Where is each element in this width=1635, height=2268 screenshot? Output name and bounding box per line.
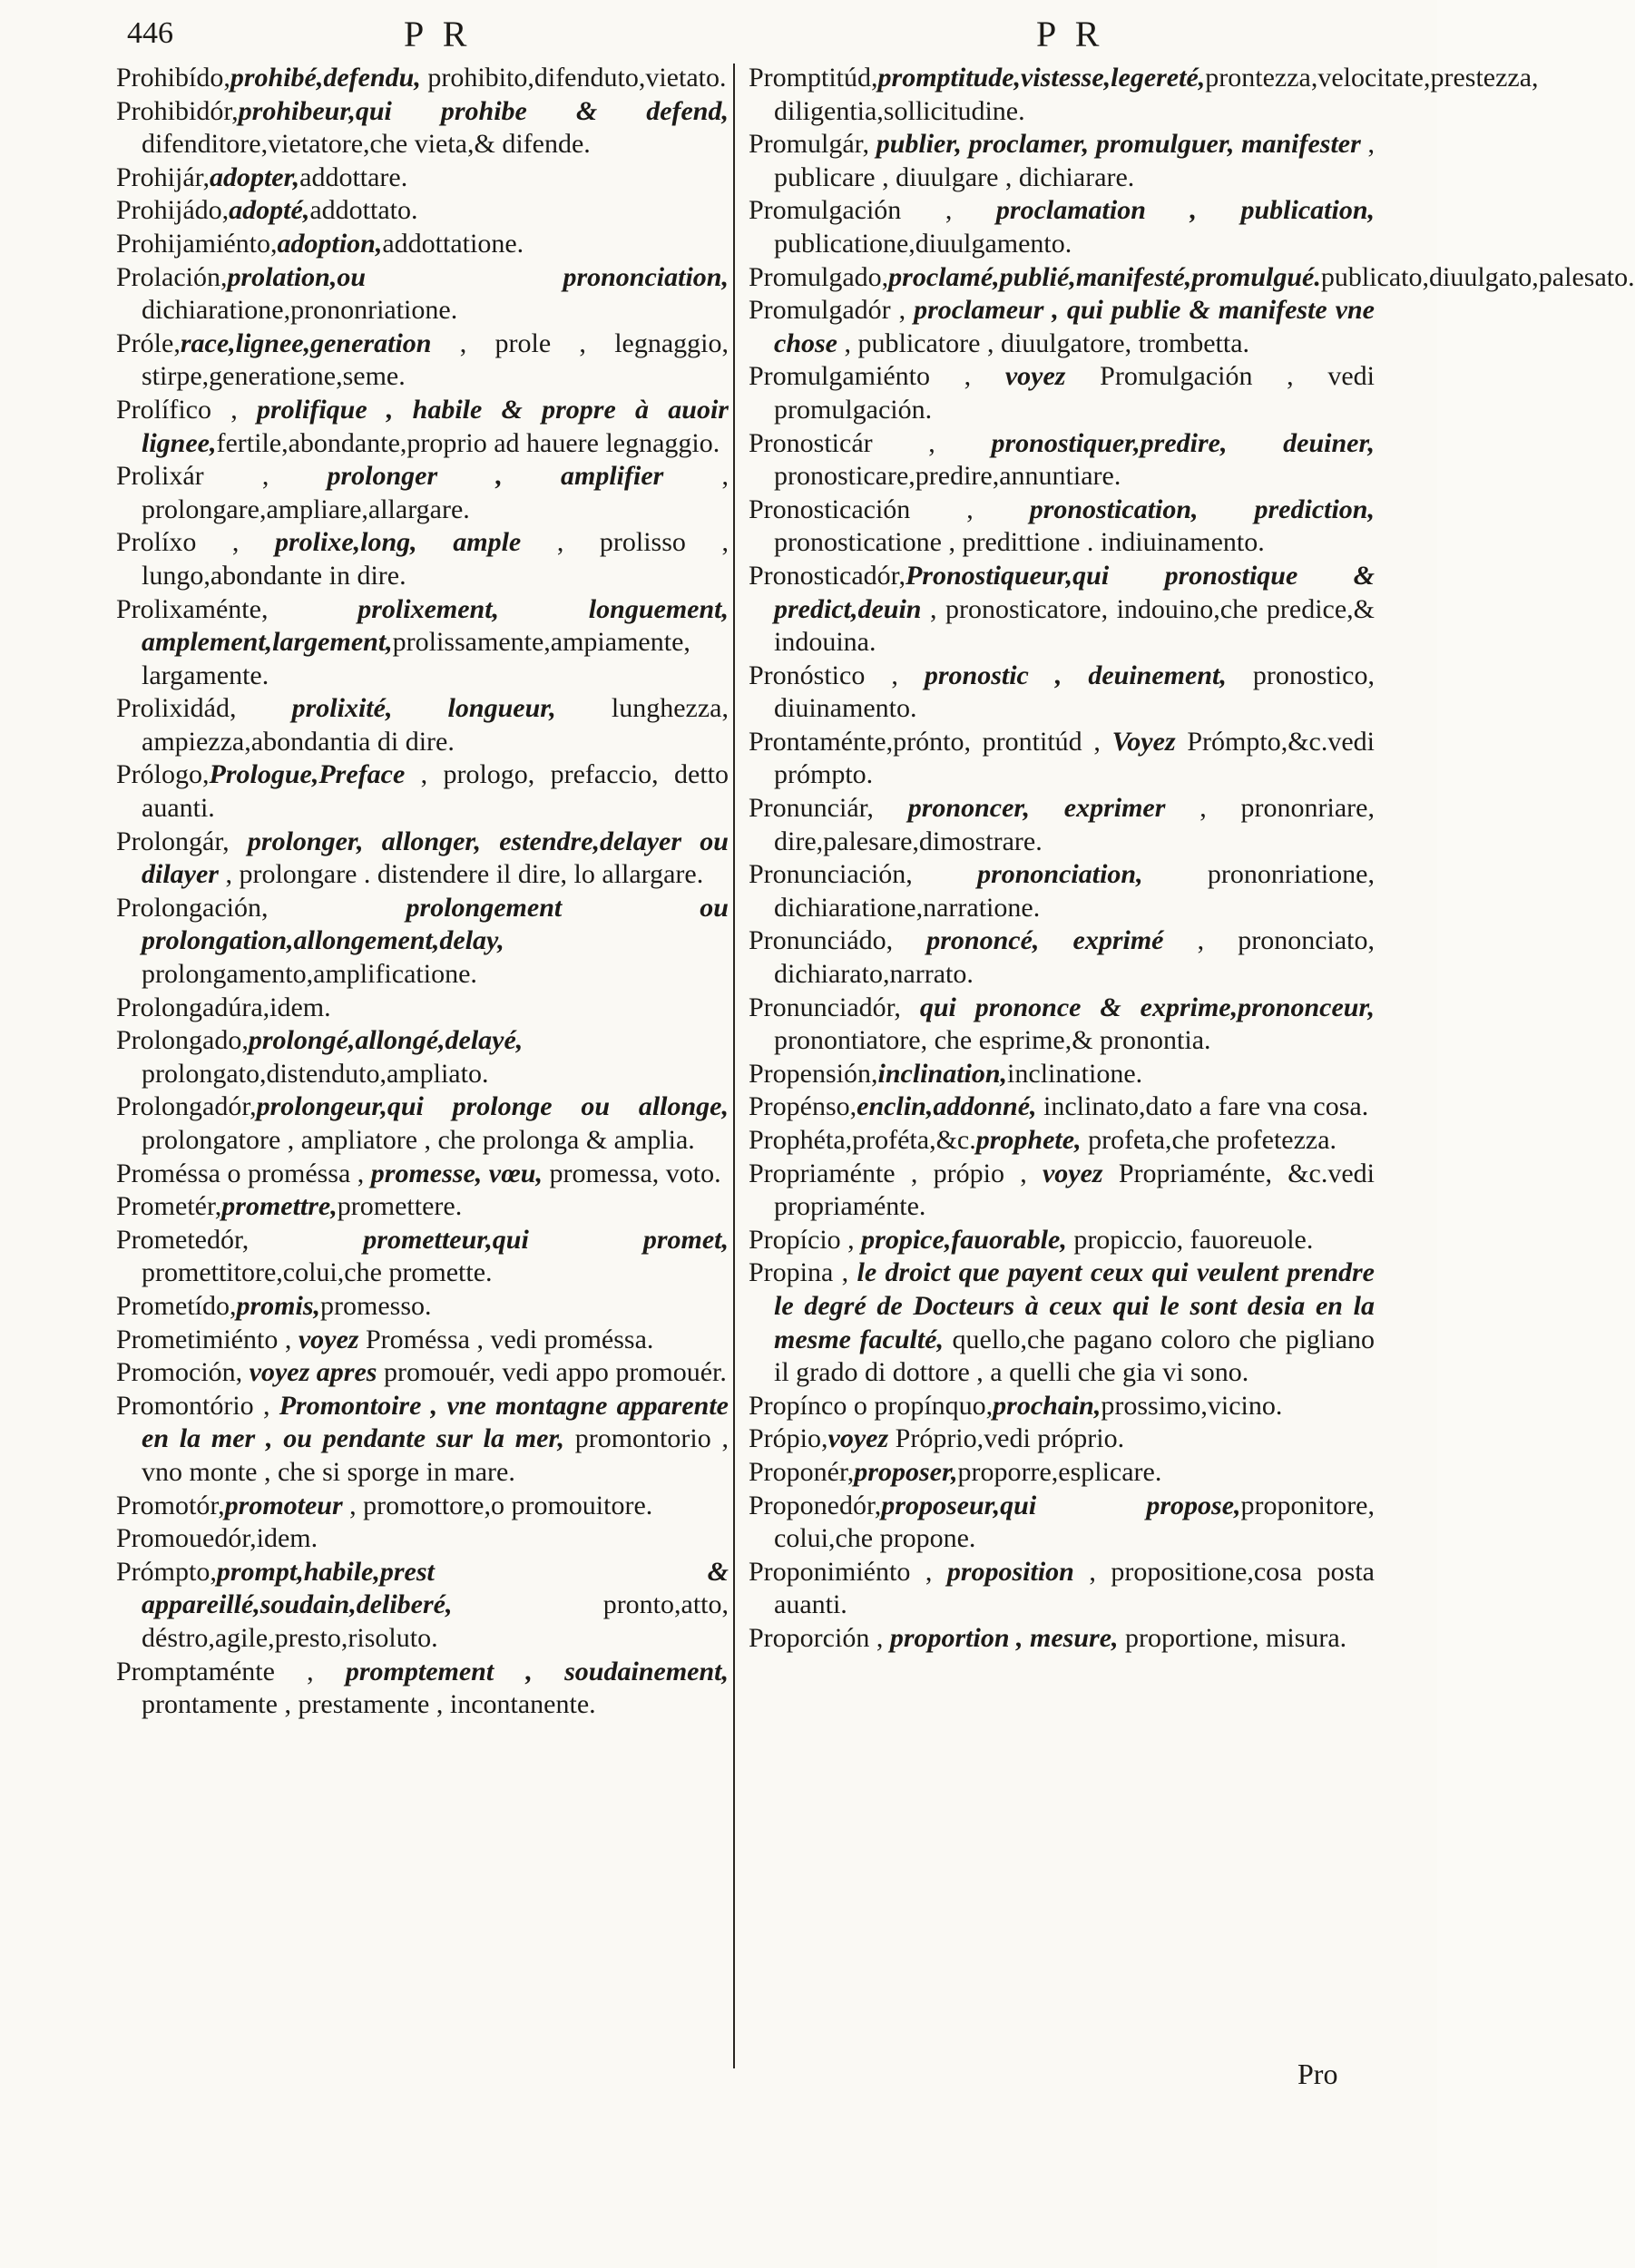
column-divider (733, 64, 735, 2068)
dictionary-entry (116, 327, 729, 394)
entry-headword: Pronunciadór, (749, 992, 920, 1022)
dictionary-entry (749, 261, 1635, 295)
entry-headword: Prohijamiénto, (116, 228, 278, 259)
entry-headword: Proponedór, (749, 1490, 882, 1520)
entry-headword: Pronunciación, (749, 859, 978, 890)
entry-italian: prontezza,velocitate,prestezza, diligentia,sollicitudine. (774, 63, 1539, 126)
dictionary-entry (749, 427, 1375, 494)
entry-headword: Próle, (116, 327, 181, 358)
dictionary-entry (749, 1158, 1375, 1224)
entry-italian: , prologo, prefaccio, detto auanti. (142, 759, 729, 824)
entry-headword: Prolífico , (116, 394, 257, 425)
entry-french: promis, (236, 1290, 321, 1321)
dictionary-entry (749, 726, 1375, 792)
entry-headword: Proponér, (749, 1456, 855, 1487)
left-running-head: P R (404, 14, 473, 54)
entry-italian: proponitore, colui,che propone. (774, 1490, 1375, 1554)
entry-italian: publicato,diuulgato,palesato. (1320, 261, 1635, 292)
entry-italian: promontorio , vno monte , che si sporge in mare. (142, 1423, 729, 1487)
entry-french: le droict que payent ceux qui veulent prendre le degré de Docteurs à ceux qui le sont desia en la mesme faculté, (774, 1257, 1375, 1354)
entry-french: prohibeur,qui prohibe & defend, (238, 95, 729, 126)
entry-french: Voyez (1111, 726, 1176, 757)
dictionary-entry (116, 1556, 729, 1656)
entry-french: Promontoire , vne montagne apparente en la mer , ou pendante sur la mer, (142, 1390, 729, 1454)
entry-french: prohibé,defendu, (230, 63, 421, 93)
entry-french: prolifique , habile & propre à auoir lignee, (142, 394, 729, 458)
entry-italian: promouér, vedi appo promouér. (377, 1357, 727, 1388)
dictionary-entry (749, 924, 1375, 991)
page-header (0, 7, 1437, 62)
entry-french: prolation,ou prononciation, (227, 261, 729, 292)
entry-french: voyez (1004, 361, 1066, 392)
entry-italian: , publicare , diuulgare , dichiarare. (774, 129, 1375, 192)
entry-headword: Promulgado, (749, 261, 889, 292)
entry-headword: Pronunciár, (749, 793, 908, 824)
dictionary-entry (749, 128, 1375, 194)
entry-headword: Pronosticadór, (749, 560, 906, 591)
entry-french: prometteur,qui promet, (363, 1224, 729, 1255)
dictionary-entry (116, 1324, 729, 1357)
entry-headword: Prohijár, (116, 161, 210, 192)
dictionary-entry (116, 1522, 729, 1556)
dictionary-entry (116, 1290, 729, 1324)
entry-french: pronostic , deuinement, (924, 660, 1227, 690)
entry-french: promesse, vœu, (370, 1158, 543, 1188)
entry-headword: Promulgación , (749, 195, 996, 226)
dictionary-entry (116, 261, 729, 327)
entry-french: voyez (1042, 1158, 1103, 1188)
entry-french: promoteur (224, 1490, 343, 1520)
dictionary-entry (749, 360, 1375, 426)
entry-headword: Propínco o propínquo, (749, 1390, 994, 1421)
entry-french: publier, proclamer, promulguer, manifester (876, 129, 1361, 160)
entry-french: prolixe,long, ample (275, 527, 522, 558)
entry-french: proportion , mesure, (889, 1622, 1119, 1653)
dictionary-entry (116, 95, 729, 161)
entry-headword: Prohibído, (116, 63, 230, 93)
dictionary-entry (749, 660, 1375, 726)
catchword: Pro (1297, 2058, 1338, 2090)
dictionary-entry (116, 1390, 729, 1490)
dictionary-entry (116, 394, 729, 460)
entry-headword: Promulgamiénto , (749, 361, 1005, 392)
dictionary-entry (116, 826, 729, 892)
entry-italian: pronontiatore, che esprime,& pronontia. (774, 1025, 1211, 1056)
entry-french: adopté, (229, 195, 310, 226)
dictionary-entry (116, 593, 729, 693)
entry-headword: Prolongadór, (116, 1091, 257, 1122)
entry-french: promptement , soudainement, (345, 1656, 729, 1686)
dictionary-entry (116, 1158, 729, 1191)
entry-italian: promettitore,colui,che promette. (142, 1257, 493, 1288)
entry-italian: , publicatore , diuulgatore, trombetta. (837, 327, 1250, 358)
entry-italian: pronostico, diuinamento. (774, 660, 1375, 724)
dictionary-entry (116, 228, 729, 261)
entry-headword: Prolongación, (116, 892, 406, 923)
dictionary-entry (749, 992, 1375, 1058)
right-running-head: P R (1036, 14, 1105, 54)
entry-italian: prolissamente,ampiamente, largamente. (142, 627, 690, 690)
entry-italian: Propriaménte, &c.vedi propriaménte. (774, 1158, 1375, 1222)
entry-headword: Promoción, (116, 1357, 250, 1388)
dictionary-entry (116, 1224, 729, 1290)
dictionary-entry (749, 194, 1375, 260)
dictionary-entry (116, 1190, 729, 1224)
dictionary-entry (116, 892, 729, 992)
entry-french: proclameur , qui publie & manifeste vne chose (774, 295, 1375, 358)
entry-headword: Prolongár, (116, 826, 248, 856)
entry-french: proposer, (854, 1456, 958, 1487)
dictionary-entry (749, 1490, 1375, 1556)
entry-italian: Próprio,vedi próprio. (888, 1423, 1125, 1454)
entry-headword: Propício , (749, 1224, 862, 1255)
entry-italian: , prolongare . distendere il dire, lo allargare. (218, 859, 704, 890)
entry-headword: Prolixár , (116, 461, 328, 492)
entry-headword: Pronunciádo, (749, 925, 927, 956)
entry-italian: dichiaratione,prononriatione. (142, 295, 458, 326)
entry-italian: pronosticare,predire,annuntiare. (774, 461, 1121, 492)
entry-italian: addottatione. (382, 228, 524, 259)
entry-french: prononcer, exprimer (907, 793, 1166, 824)
entry-headword: Prometedór, (116, 1224, 364, 1255)
entry-french: propice,fauorable, (861, 1224, 1067, 1255)
entry-italian: , prononriare, dire,palesare,dimostrare. (774, 793, 1375, 856)
entry-italian: , prolisso , lungo,abondante in dire. (142, 527, 729, 591)
entry-headword: Prometído, (116, 1290, 237, 1321)
dictionary-entry (116, 194, 729, 228)
entry-italian: pronto,atto, déstro,agile,presto,risoluto. (142, 1589, 729, 1653)
entry-french: voyez apres (249, 1357, 377, 1388)
dictionary-entry (749, 1422, 1375, 1456)
entry-italian: , pronosticatore, indouino,che predice,& indouina. (774, 593, 1375, 658)
entry-french: prompt,habile,prest & appareillé,soudain,deliberé, (142, 1556, 729, 1620)
dictionary-entry (749, 294, 1375, 360)
entry-italian: proportione, misura. (1118, 1622, 1347, 1653)
dictionary-entry (749, 792, 1375, 858)
entry-french: inclination, (877, 1058, 1008, 1089)
entry-french: proposeur,qui propose, (881, 1490, 1241, 1520)
entry-italian: Prómpto,&c.vedi prómpto. (774, 726, 1375, 790)
entry-french: prolonger , amplifier (327, 461, 664, 492)
dictionary-entry (749, 1058, 1375, 1091)
entry-french: prolongé,allongé,delayé, (248, 1025, 524, 1056)
entry-italian: Proméssa , vedi proméssa. (358, 1324, 654, 1354)
entry-french: Pronostiqueur,qui pronostique & predict,deuin (774, 560, 1375, 624)
entry-headword: Própio, (749, 1423, 828, 1454)
entry-french: proclamation , publication, (995, 195, 1375, 226)
entry-headword: Propensión, (749, 1058, 878, 1089)
entry-italian: prolongatore , ampliatore , che prolonga & amplia. (142, 1125, 695, 1155)
dictionary-entry (116, 758, 729, 825)
entry-french: enclin,addonné, (857, 1091, 1037, 1122)
entry-italian: prononriatione, dichiaratione,narratione. (774, 859, 1375, 923)
dictionary-entry (749, 1390, 1375, 1423)
page-number: 446 (127, 16, 173, 50)
entry-italian: inclinato,dato a fare vna cosa. (1036, 1091, 1369, 1122)
entry-headword: Prolixidád, (116, 693, 292, 724)
entry-italian: pronosticatione , predittione . indiuinamento. (774, 527, 1265, 558)
dictionary-entry (116, 161, 729, 195)
dictionary-entry (116, 526, 729, 592)
entry-french: adopter, (209, 161, 300, 192)
entry-headword: Prómpto, (116, 1556, 217, 1587)
entry-italian: publicatione,diuulgamento. (774, 228, 1072, 259)
dictionary-entry (116, 1656, 729, 1722)
entry-french: prophete, (975, 1125, 1082, 1155)
entry-headword: Prolongadúra,idem. (116, 992, 331, 1022)
entry-french: prononciation, (977, 859, 1143, 890)
left-column (116, 62, 729, 1722)
entry-french: promettre, (221, 1191, 338, 1222)
entry-italian: proporre,esplicare. (957, 1456, 1162, 1487)
entry-french: adoption, (277, 228, 383, 259)
dictionary-entry (116, 1490, 729, 1523)
entry-french: prochain, (993, 1390, 1101, 1421)
dictionary-entry (116, 62, 729, 95)
entry-headword: Proméssa o proméssa , (116, 1158, 371, 1188)
entry-french: prononcé, exprimé (926, 925, 1164, 956)
entry-italian: , prononciato, dichiarato,narrato. (774, 925, 1376, 990)
entry-italian: prohibito,difenduto,vietato. (420, 63, 727, 93)
entry-headword: Prohibidór, (116, 95, 239, 126)
entry-italian: addottare. (299, 161, 408, 192)
entry-headword: Propriaménte , própio , (749, 1158, 1043, 1188)
dictionary-entry (749, 1124, 1375, 1158)
entry-italian: prontamente , prestamente , incontanente. (142, 1689, 596, 1720)
entry-italian: difenditore,vietatore,che vieta,& difende. (142, 129, 591, 160)
dictionary-entry (749, 1256, 1375, 1389)
dictionary-entry (749, 1456, 1375, 1490)
entry-headword: Prólogo, (116, 759, 210, 790)
entry-headword: Promouedór,idem. (116, 1523, 318, 1554)
entry-italian: prolongato,distenduto,ampliato. (142, 1058, 489, 1089)
dictionary-entry (116, 992, 729, 1025)
entry-french: pronostiquer,predire, deuiner, (991, 427, 1375, 458)
dictionary-entry (116, 1090, 729, 1157)
entry-italian: prolongamento,amplificatione. (142, 959, 477, 990)
entry-headword: Promotór, (116, 1490, 225, 1520)
entry-headword: Prometér, (116, 1191, 222, 1222)
entry-french: Prologue,Preface (209, 759, 406, 790)
dictionary-entry (116, 692, 729, 758)
entry-headword: Propénso, (749, 1091, 857, 1122)
entry-headword: Proponimiénto , (749, 1556, 947, 1587)
dictionary-entry (116, 1356, 729, 1390)
entry-italian: addottato. (309, 195, 418, 226)
dictionary-entry (749, 1224, 1375, 1257)
dictionary-entry (749, 1622, 1375, 1656)
entry-italian: quello,che pagano coloro che pigliano il grado di dottore , a quelli che gia vi sono. (774, 1324, 1376, 1388)
entry-headword: Promulgár, (749, 129, 876, 160)
dictionary-entry (749, 858, 1375, 924)
entry-french: pronostication, prediction, (1029, 494, 1375, 524)
entry-headword: Prolongado, (116, 1025, 249, 1056)
entry-italian: promettere. (337, 1191, 463, 1222)
entry-italian: propiccio, fauoreuole. (1066, 1224, 1314, 1255)
entry-headword: Proporción , (749, 1622, 890, 1653)
entry-headword: Prontaménte,prónto, prontitúd , (749, 726, 1112, 757)
entry-italian: , prole , legnaggio, stirpe,generatione,seme. (142, 327, 729, 392)
entry-french: proclamé,publié,manifesté,promulgué. (888, 261, 1321, 292)
right-column (749, 62, 1635, 1656)
entry-italian: lunghezza, ampiezza,abondantia di dire. (142, 693, 729, 757)
entry-french: race,lignee,generation (180, 327, 432, 358)
entry-headword: Prometimiénto , (116, 1324, 299, 1354)
entry-headword: Propina , (749, 1257, 857, 1288)
entry-italian: profeta,che profetezza. (1081, 1125, 1337, 1155)
entry-italian: promessa, voto. (542, 1158, 721, 1188)
entry-italian: promesso. (320, 1290, 432, 1321)
entry-french: prolixement, longuement, amplement,largement, (142, 593, 729, 658)
entry-french: prolongement ou prolongation,allongement,delay, (142, 892, 729, 956)
entry-italian: inclinatione. (1007, 1058, 1143, 1089)
entry-headword: Promulgadór , (749, 295, 915, 326)
entry-headword: Pronóstico , (749, 660, 925, 690)
entry-headword: Promptitúd, (749, 63, 878, 93)
entry-headword: Promptaménte , (116, 1656, 346, 1686)
entry-french: voyez (298, 1324, 359, 1354)
entry-french: prolongeur,qui prolonge ou allonge, (256, 1091, 729, 1122)
entry-french: promptitude,vistesse,legereté, (877, 63, 1206, 93)
entry-headword: Pronosticación , (749, 494, 1030, 524)
dictionary-entry (749, 494, 1375, 560)
entry-french: qui prononce & exprime,prononceur, (919, 992, 1375, 1022)
dictionary-entry (116, 460, 729, 526)
entry-headword: Promontório , (116, 1390, 279, 1421)
dictionary-entry (116, 1024, 729, 1090)
dictionary-entry (749, 1556, 1375, 1622)
entry-headword: Prolíxo , (116, 527, 275, 558)
entry-italian: , prolongare,ampliare,allargare. (142, 461, 729, 524)
entry-headword: Prophéta,proféta,&c. (749, 1125, 976, 1155)
entry-headword: Prolación, (116, 261, 228, 292)
entry-italian: Promulgación , vedi promulgación. (774, 361, 1375, 425)
entry-italian: prossimo,vicino. (1101, 1390, 1283, 1421)
dictionary-entry (749, 62, 1539, 128)
entry-headword: Pronosticár , (749, 427, 992, 458)
entry-french: voyez (827, 1423, 889, 1454)
entry-headword: Prohijádo, (116, 195, 230, 226)
entry-italian: , promottore,o promouitore. (342, 1490, 653, 1520)
entry-headword: Prolixaménte, (116, 593, 358, 624)
entry-french: prolonger, allonger, estendre,delayer ou dilayer (142, 826, 729, 890)
entry-french: prolixité, longueur, (291, 693, 556, 724)
dictionary-entry (749, 1090, 1375, 1124)
dictionary-entry (749, 560, 1375, 660)
entry-french: proposition (946, 1556, 1074, 1587)
entry-italian: fertile,abondante,proprio ad hauere legnaggio. (216, 427, 720, 458)
entry-italian: , propositione,cosa posta auanti. (774, 1556, 1375, 1620)
